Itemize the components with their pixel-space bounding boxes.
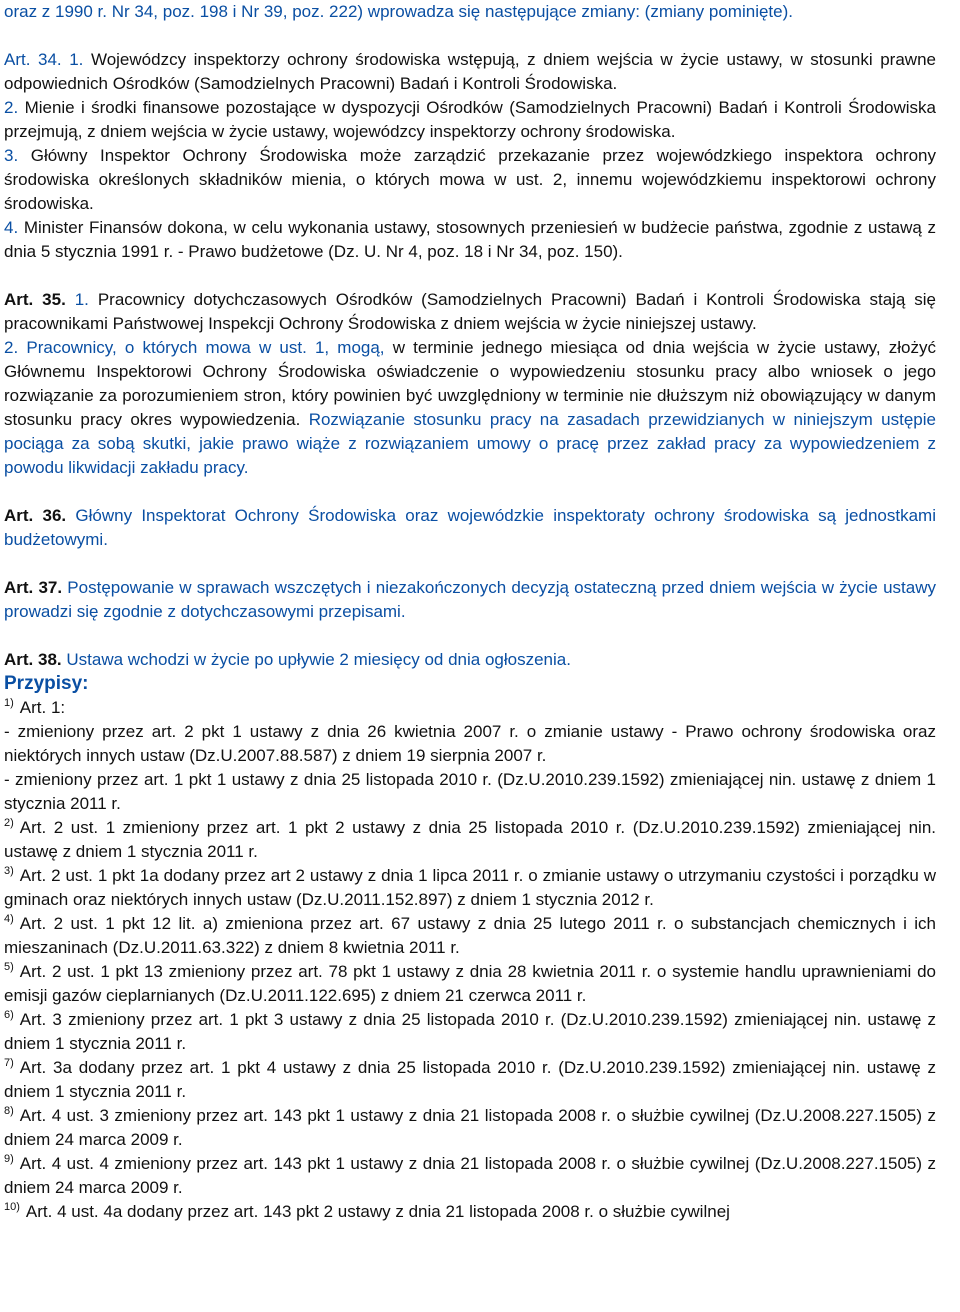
footnote-text: - zmieniony przez art. 1 pkt 1 ustawy z dnia 25 listopada 2010 r. (Dz.U.2010.239.1592) zmieniającej nin. ustawę z dniem 1 stycznia 2011 r. bbox=[4, 770, 936, 813]
art36: Art. 36. Główny Inspektorat Ochrony Środowiska oraz wojewódzkie inspektoraty ochrony środowiska są jednostkami budżetowymi. bbox=[4, 506, 936, 549]
footnote-number: 7) bbox=[4, 1057, 14, 1070]
przypisy-heading: Przypisy: bbox=[4, 673, 89, 694]
footnote-text: Art. 3a dodany przez art. 1 pkt 4 ustawy z dnia 25 listopada 2010 r. (Dz.U.2010.239.1592) zmieniającej nin. ustawę z dniem 1 stycznia 2011 r. bbox=[4, 1058, 936, 1101]
footnote-number: 9) bbox=[4, 1153, 14, 1166]
art36-label: Art. 36. bbox=[4, 506, 67, 525]
footnote-number: 2) bbox=[4, 817, 14, 830]
art35-p2: 2. Pracownicy, o których mowa w ust. 1, mogą, w terminie jednego miesiąca od dnia wejścia w życie ustawy, złożyć Głównemu Inspektorowi Ochrony Środowiska oświadczenie o wypowiedzeniu stosunku pracy albo wniosek o jego rozwiązanie za porozumieniem stron, który powinien być uwzględniony w terminie nie dłuższym niż obowiązujący w danym stosunku pracy okres wypowiedzenia. Rozwiązanie stosunku pracy na zasadach przewidzianych w niniejszym ustępie pociąga za sobą skutki, jakie prawo wiąże z rozwiązaniem umowy o pracę przez zakład pracy za wypowiedzeniem z powodu likwidacji zakładu pracy. bbox=[4, 338, 937, 477]
art34-p4: 4. Minister Finansów dokona, w celu wykonania ustawy, stosownych przeniesień w budżecie państwa, zgodnie z ustawą z dnia 5 stycznia 1991 r. - Prawo budżetowe (Dz. U. Nr 4, poz. 18 i Nr 34, poz. 150). bbox=[4, 218, 936, 261]
footnote-number: 3) bbox=[4, 865, 14, 878]
art38-label: Art. 38. bbox=[4, 650, 62, 669]
art34-p3: 3. Główny Inspektor Ochrony Środowiska może zarządzić przekazanie przez wojewódzkiego inspektora ochrony środowiska określonych składników mienia, o których mowa w ust. 2, innemu wojewódzkiemu inspektorowi ochrony środowiska. bbox=[4, 146, 936, 213]
footnote-line bbox=[4, 960, 936, 1008]
footnote-line bbox=[4, 816, 936, 864]
footnotes-list bbox=[4, 696, 936, 1224]
art37: Art. 37. Postępowanie w sprawach wszczętych i niezakończonych decyzją ostateczną przed dniem wejścia w życie ustawy prowadzi się zgodnie z dotychczasowymi przepisami. bbox=[4, 578, 936, 621]
art35-p1: Art. 35. 1. Pracownicy dotychczasowych Ośrodków (Samodzielnych Pracowni) Badań i Kontroli Środowiska stają się pracownikami Państwowej Inspekcji Ochrony Środowiska z dniem wejścia w życie niniejszej ustawy. bbox=[4, 290, 937, 333]
footnote-text: Art. 2 ust. 1 pkt 12 lit. a) zmieniona przez art. 67 ustawy z dnia 25 lutego 2011 r. o substancjach chemicznych i ich mieszaninach (Dz.U.2011.63.322) z dniem 8 kwietnia 2011 r. bbox=[4, 914, 936, 957]
art34-label: Art. 34. bbox=[4, 50, 62, 69]
footnote-number: 8) bbox=[4, 1105, 14, 1118]
art34-p2: 2. Mienie i środki finansowe pozostające w dyspozycji Ośrodków (Samodzielnych Pracowni) Badań i Kontroli Środowiska przejmują, z dniem wejścia w życie ustawy, wojewódzcy inspektorzy ochrony środowiska. bbox=[4, 98, 936, 141]
footnote-line bbox=[4, 696, 936, 720]
footnote-number: 5) bbox=[4, 961, 14, 974]
footnote-text: Art. 2 ust. 1 zmieniony przez art. 1 pkt 2 ustawy z dnia 25 listopada 2010 r. (Dz.U.2010.239.1592) zmieniającej nin. ustawę z dniem 1 stycznia 2011 r. bbox=[4, 818, 936, 861]
footnote-line bbox=[4, 1056, 936, 1104]
art37-label: Art. 37. bbox=[4, 578, 63, 597]
footnote-number: 1) bbox=[4, 697, 14, 710]
footnote-line bbox=[4, 1008, 936, 1056]
footnote-text: Art. 1: bbox=[19, 698, 66, 717]
art38: Art. 38. Ustawa wchodzi w życie po upływie 2 miesięcy od dnia ogłoszenia. bbox=[4, 650, 571, 669]
footnote-text: Art. 4 ust. 4 zmieniony przez art. 143 pkt 1 ustawy z dnia 21 listopada 2008 r. o służbie cywilnej (Dz.U.2008.227.1505) z dniem 24 marca 2009 r. bbox=[4, 1154, 936, 1197]
footnote-number: 10) bbox=[4, 1201, 20, 1214]
footnote-text: Art. 2 ust. 1 pkt 1a dodany przez art 2 ustawy z dnia 1 lipca 2011 r. o zmianie ustawy o utrzymaniu czystości i porządku w gminach oraz niektórych innych ustaw (Dz.U.2011.152.897) z dniem 1 stycznia 2012 r. bbox=[4, 866, 936, 909]
footnote-line bbox=[4, 1200, 936, 1224]
footnote-text: Art. 4 ust. 3 zmieniony przez art. 143 pkt 1 ustawy z dnia 21 listopada 2008 r. o służbie cywilnej (Dz.U.2008.227.1505) z dniem 24 marca 2009 r. bbox=[4, 1106, 936, 1149]
intro-line: oraz z 1990 r. Nr 34, poz. 198 i Nr 39, poz. 222) wprowadza się następujące zmiany: (zmiany pominięte). bbox=[4, 2, 793, 21]
footnote-text: Art. 4 ust. 4a dodany przez art. 143 pkt 2 ustawy z dnia 21 listopada 2008 r. o służbie cywilnej bbox=[25, 1202, 730, 1221]
footnote-line bbox=[4, 912, 936, 960]
footnote-line bbox=[4, 864, 936, 912]
footnote-line bbox=[4, 768, 936, 816]
footnote-line bbox=[4, 1152, 936, 1200]
footnote-number: 6) bbox=[4, 1009, 14, 1022]
footnote-text: Art. 2 ust. 1 pkt 13 zmieniony przez art. 78 pkt 1 ustawy z dnia 28 kwietnia 2011 r. o systemie handlu uprawnieniami do emisji gazów cieplarnianych (Dz.U.2011.122.695) z dniem 21 czerwca 2011 r. bbox=[4, 962, 936, 1005]
art35-label: Art. 35. bbox=[4, 290, 66, 309]
footnote-line bbox=[4, 720, 936, 768]
footnote-number: 4) bbox=[4, 913, 14, 926]
art34-p1: Art. 34. 1. Wojewódzcy inspektorzy ochrony środowiska wstępują, z dniem wejścia w życie ustawy, w stosunki prawne odpowiednich Ośrodków (Samodzielnych Pracowni) Badań i Kontroli Środowiska. bbox=[4, 50, 936, 93]
footnote-line bbox=[4, 1104, 936, 1152]
footnote-text: Art. 3 zmieniony przez art. 1 pkt 3 ustawy z dnia 25 listopada 2010 r. (Dz.U.2010.239.1592) zmieniającej nin. ustawę z dniem 1 stycznia 2011 r. bbox=[4, 1010, 936, 1053]
footnote-text: - zmieniony przez art. 2 pkt 1 ustawy z dnia 26 kwietnia 2007 r. o zmianie ustawy - Prawo ochrony środowiska oraz niektórych innych ustaw (Dz.U.2007.88.587) z dniem 19 sierpnia 2007 r. bbox=[4, 722, 936, 765]
